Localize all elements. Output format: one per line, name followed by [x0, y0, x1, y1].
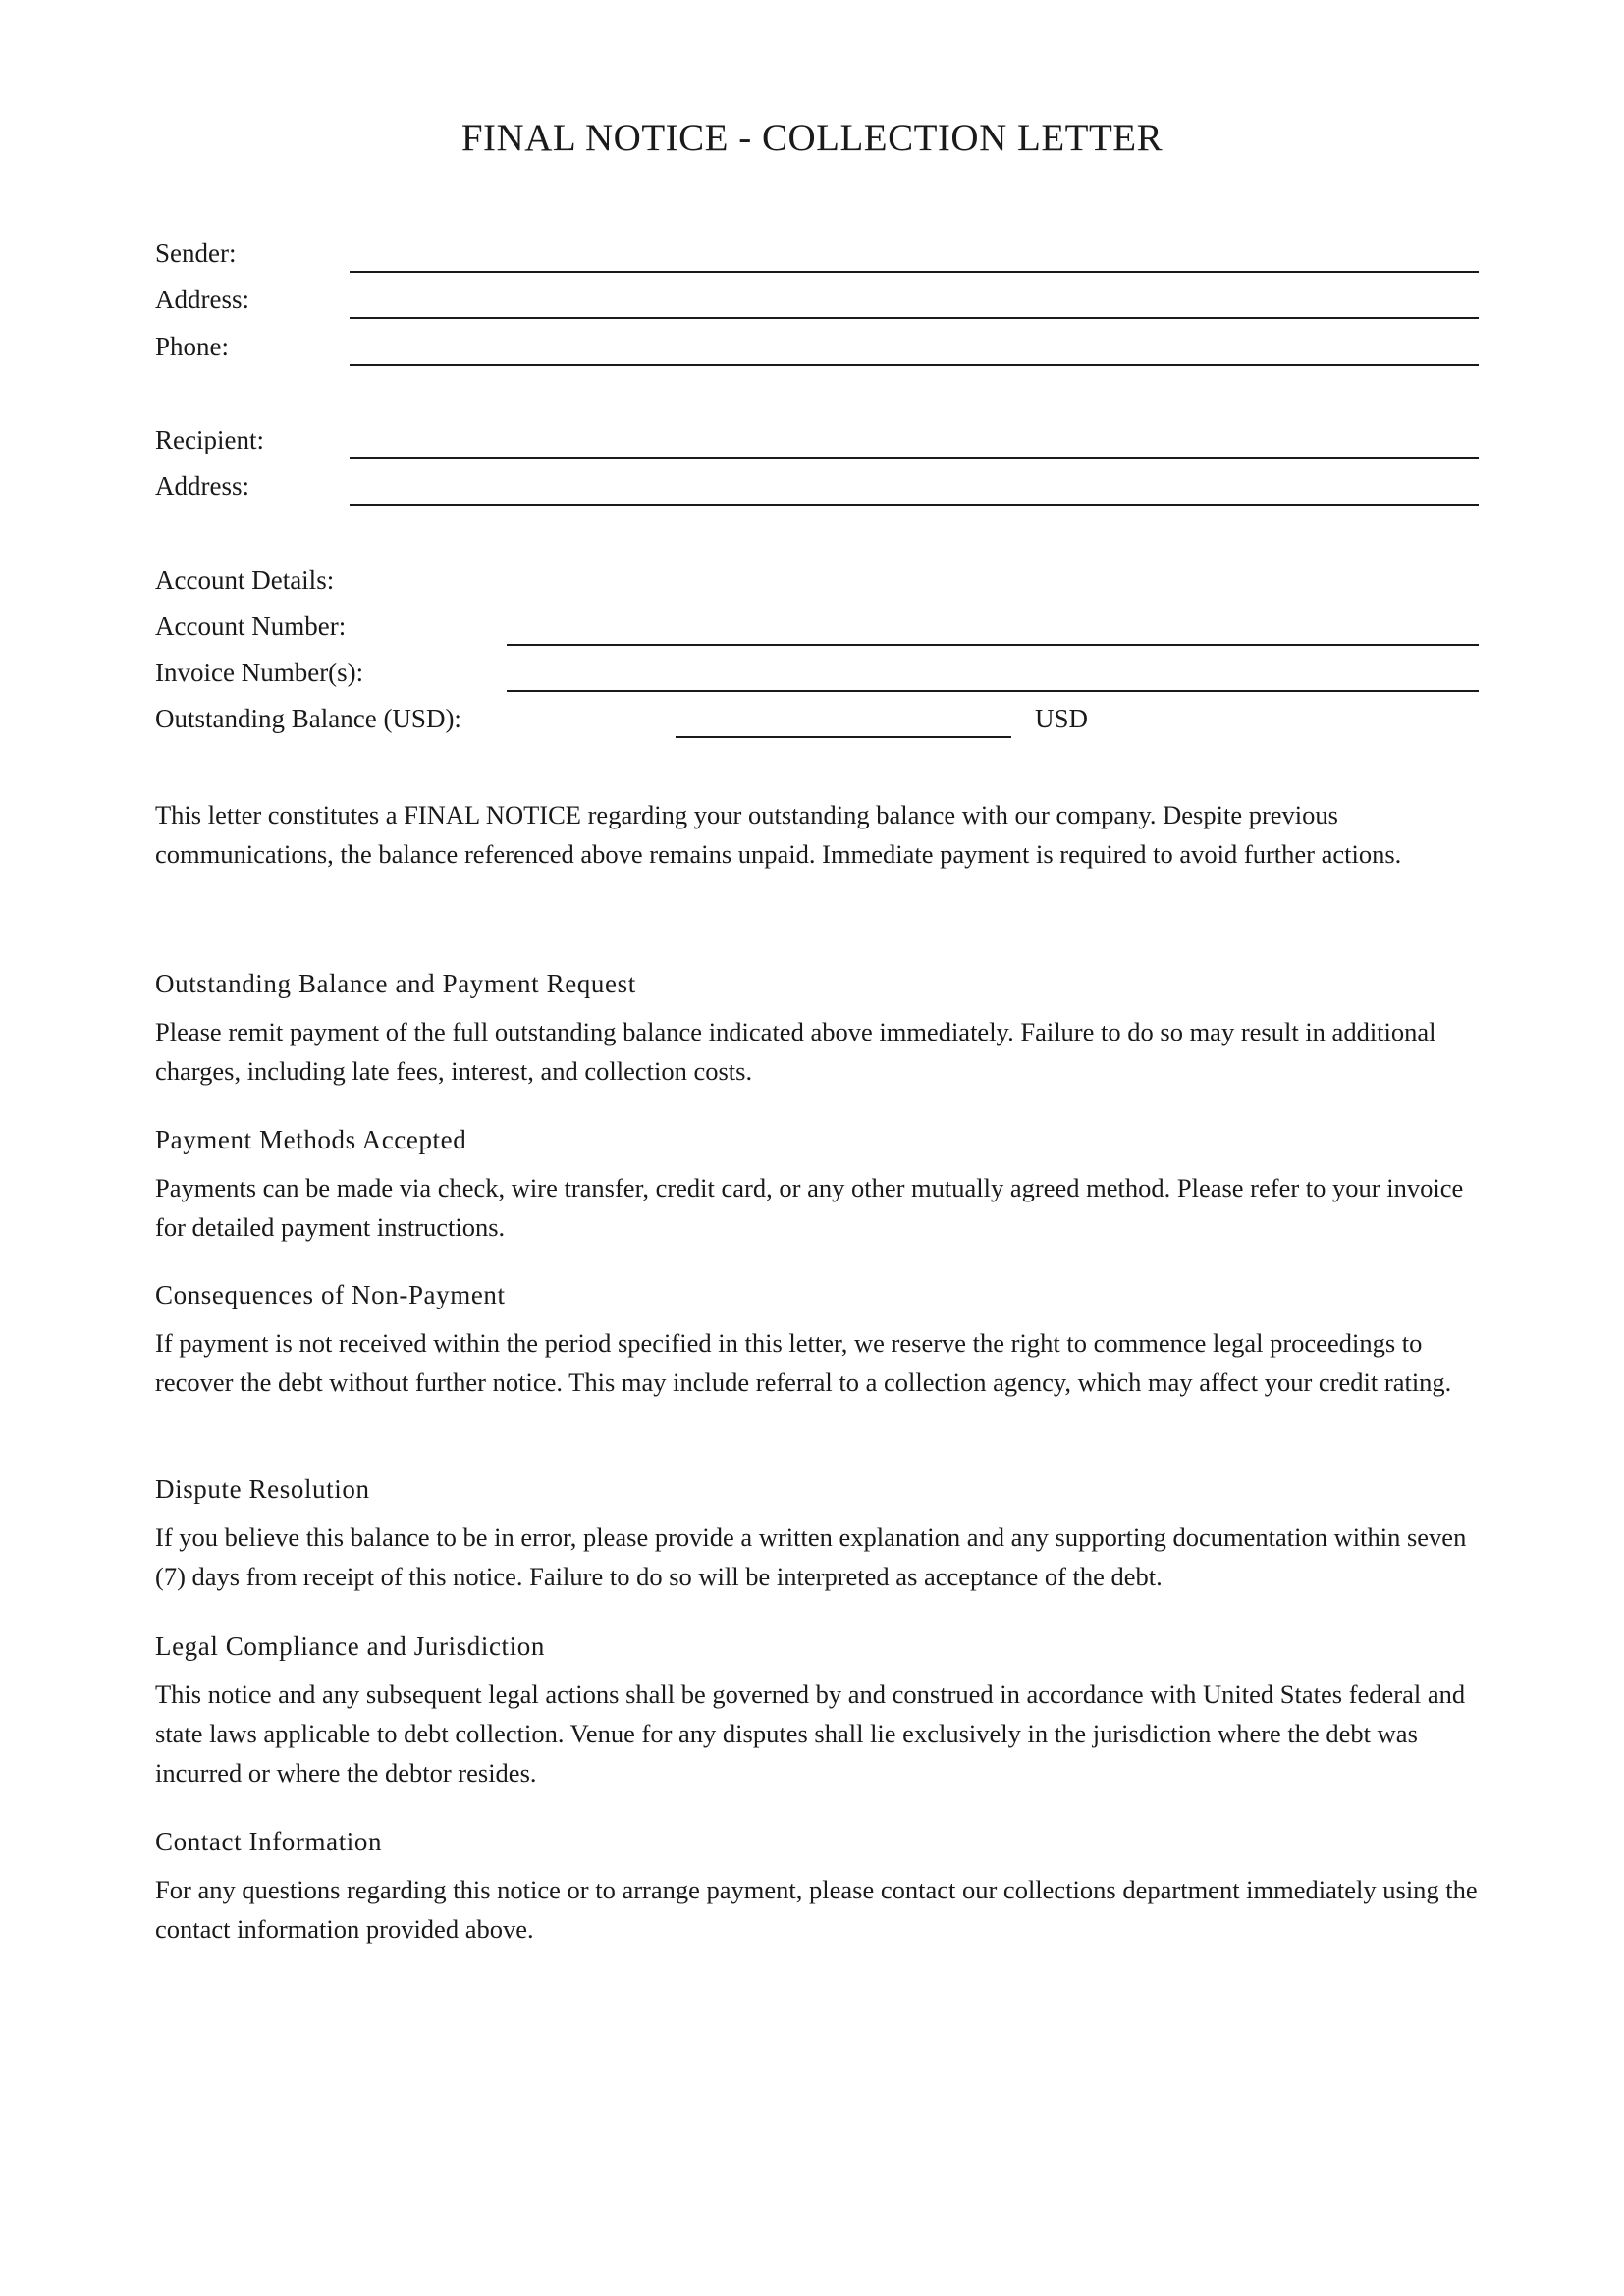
section-heading: Consequences of Non-Payment: [155, 1280, 506, 1309]
sender-name-label: Sender:: [155, 239, 237, 268]
recipient-name-row: [155, 420, 1479, 459]
section-body: Payments can be made via check, wire transfer, credit card, or any other mutually agreed method. Please refer to your invoice for detailed payment instructions.: [155, 1173, 1464, 1242]
sender-address-line[interactable]: [350, 317, 1479, 319]
outstanding-balance-line[interactable]: [676, 736, 1011, 738]
intro-paragraph: This letter constitutes a FINAL NOTICE regarding your outstanding balance with our company. Despite previous communications, the balance referenced above remains unpaid. Immediate payment is required to avoid further actions.: [155, 800, 1402, 869]
account-number-row: [155, 607, 1479, 646]
sender-phone-row: [155, 327, 1479, 366]
outstanding-balance-label: Outstanding Balance (USD):: [155, 704, 461, 733]
sender-address-row: [155, 280, 1479, 319]
section-heading: Outstanding Balance and Payment Request: [155, 969, 636, 998]
sender-address-label: Address:: [155, 285, 249, 314]
recipient-name-line[interactable]: [350, 457, 1479, 459]
sender-phone-line[interactable]: [350, 364, 1479, 366]
account-number-line[interactable]: [507, 644, 1479, 646]
recipient-address-row: [155, 466, 1479, 506]
section-heading: Dispute Resolution: [155, 1474, 370, 1504]
invoice-number-row: [155, 653, 1479, 692]
account-details-label: Account Details:: [155, 565, 335, 595]
section-body: If you believe this balance to be in error, please provide a written explanation and any supporting documentation within seven (7) days from receipt of this notice. Failure to do so will be interpreted as acceptance of the debt.: [155, 1522, 1467, 1591]
section-heading: Legal Compliance and Jurisdiction: [155, 1631, 545, 1661]
sender-name-row: [155, 234, 1479, 273]
sender-name-line[interactable]: [350, 271, 1479, 273]
recipient-address-line[interactable]: [350, 504, 1479, 506]
section-body: For any questions regarding this notice or to arrange payment, please contact our collections department immediately using the contact information provided above.: [155, 1875, 1478, 1944]
section-body: Please remit payment of the full outstanding balance indicated above immediately. Failure to do so may result in additional charges, including late fees, interest, and collection costs.: [155, 1017, 1436, 1086]
section-body: This notice and any subsequent legal actions shall be governed by and construed in accordance with United States federal and state laws applicable to debt collection. Venue for any disputes shall lie exclusively in the jurisdiction where the debt was incurred or where the debtor resides.: [155, 1680, 1466, 1788]
section-heading: Payment Methods Accepted: [155, 1125, 467, 1154]
section-body: If payment is not received within the period specified in this letter, we reserve the right to commence legal proceedings to recover the debt without further notice. This may include referral to a collection agency, which may affect your credit rating.: [155, 1328, 1452, 1397]
sender-phone-label: Phone:: [155, 332, 230, 361]
outstanding-balance-row: [155, 699, 1479, 738]
invoice-number-line[interactable]: [507, 690, 1479, 692]
invoice-number-label: Invoice Number(s):: [155, 658, 364, 687]
currency-label: USD: [1035, 704, 1089, 733]
recipient-name-label: Recipient:: [155, 425, 264, 454]
document-title: FINAL NOTICE - COLLECTION LETTER: [460, 117, 1164, 159]
account-number-label: Account Number:: [155, 612, 347, 641]
section-heading: Contact Information: [155, 1827, 383, 1856]
recipient-address-label: Address:: [155, 471, 249, 501]
